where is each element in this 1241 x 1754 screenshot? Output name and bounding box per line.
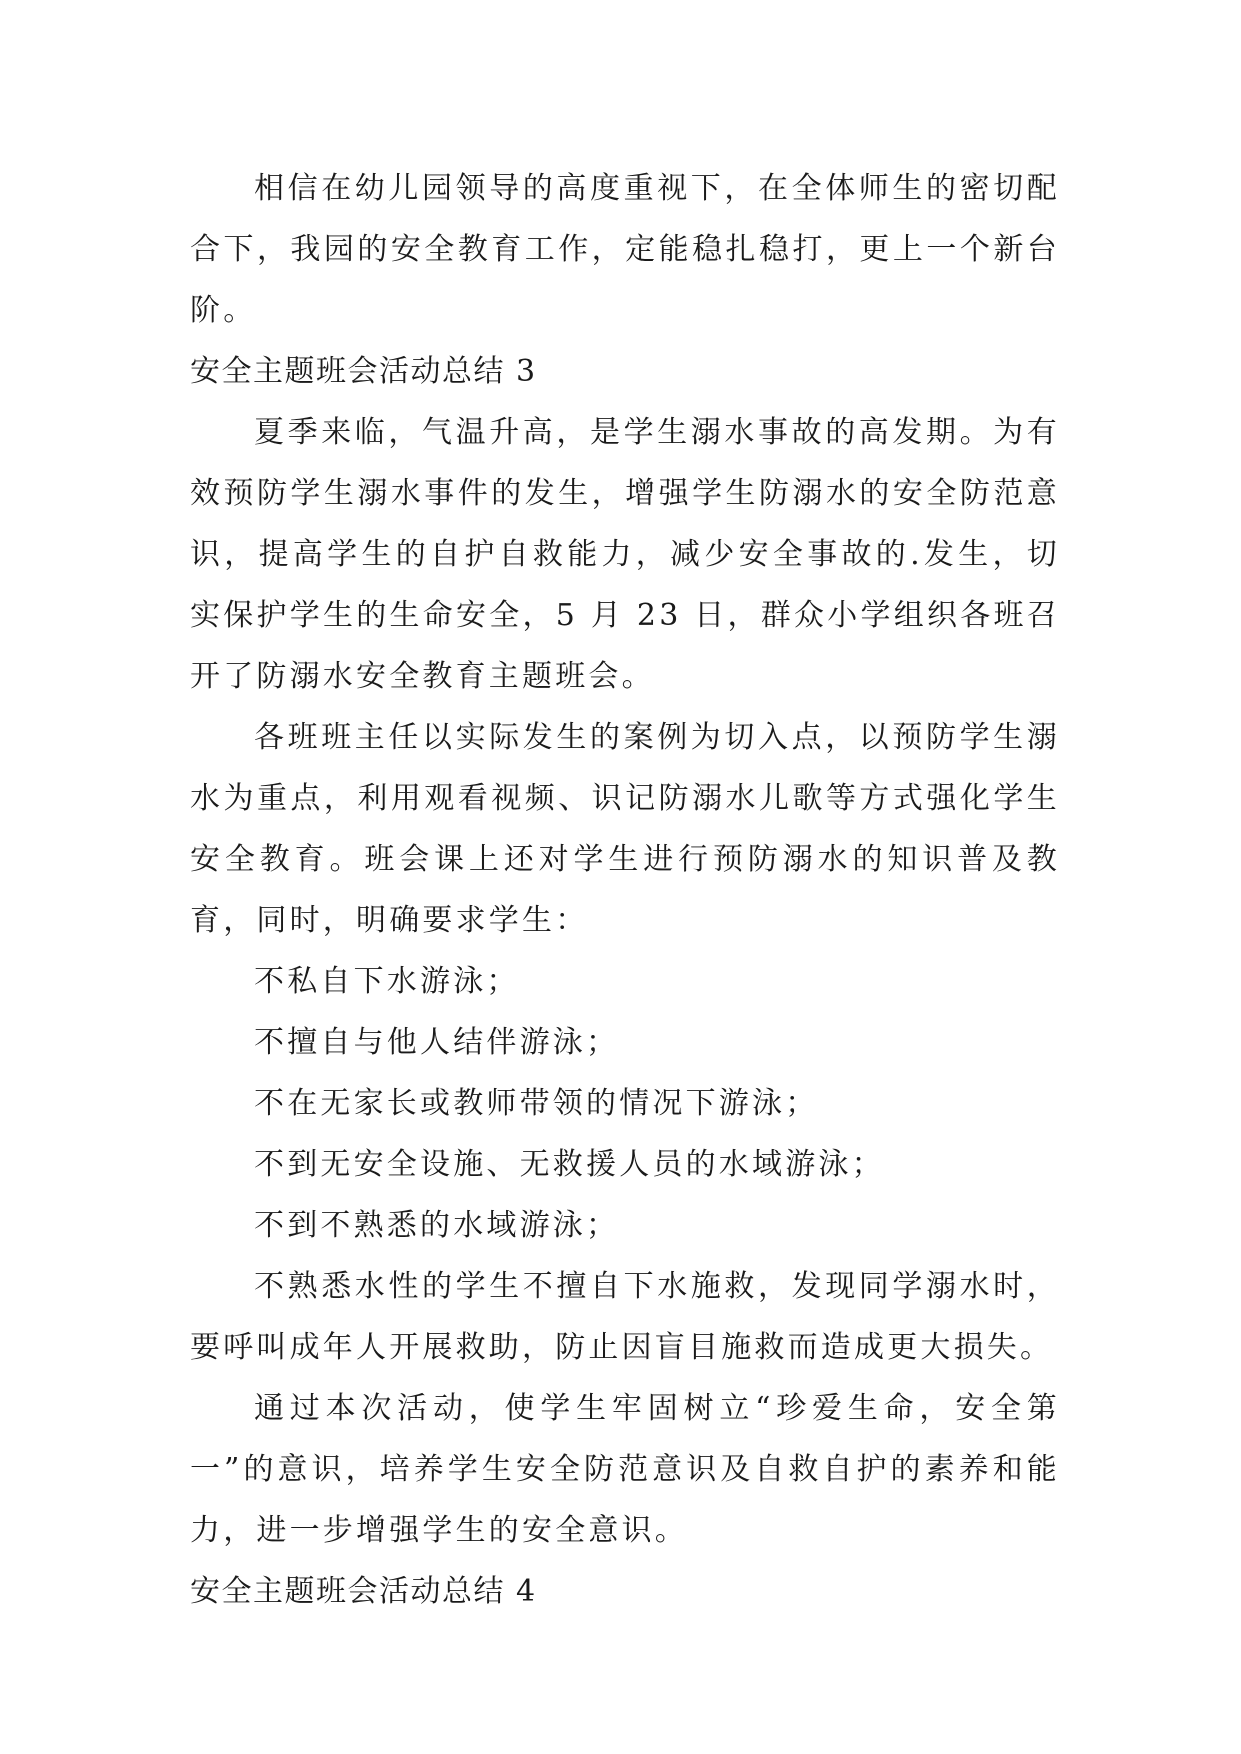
- list-item: 不在无家长或教师带领的情况下游泳；: [254, 1086, 819, 1121]
- paragraph: 不熟悉水性的学生不擅自下水施救，发现同学溺水时，要呼叫成年人开展救助，防止因盲目施救而造成更大损失。: [190, 1269, 1060, 1365]
- list-item: 不到无安全设施、无救援人员的水域游泳；: [254, 1147, 885, 1182]
- paragraph: 各班班主任以实际发生的案例为切入点，以预防学生溺水为重点，利用观看视频、识记防溺水儿歌等方式强化学生安全教育。班会课上还对学生进行预防溺水的知识普及教育，同时，明确要求学生：: [190, 720, 1060, 938]
- section-heading: 安全主题班会活动总结 4: [190, 1574, 537, 1609]
- section-heading: 安全主题班会活动总结 3: [190, 354, 537, 389]
- paragraph: 夏季来临，气温升高，是学生溺水事故的高发期。为有效预防学生溺水事件的发生，增强学生防溺水的安全防范意识，提高学生的自护自救能力，减少安全事故的.发生，切实保护学生的生命安全，5 月 23 日，群众小学组织各班召开了防溺水安全教育主题班会。: [190, 415, 1060, 694]
- paragraph: 相信在幼儿园领导的高度重视下，在全体师生的密切配合下，我园的安全教育工作，定能稳扎稳打，更上一个新台阶。: [190, 171, 1060, 328]
- list-item: 不私自下水游泳；: [254, 964, 520, 999]
- list-item: 不擅自与他人结伴游泳；: [254, 1025, 620, 1060]
- document-body: [190, 158, 1060, 1622]
- list-item: 不到不熟悉的水域游泳；: [254, 1208, 620, 1243]
- paragraph: 通过本次活动，使学生牢固树立“珍爱生命，安全第一”的意识，培养学生安全防范意识及自救自护的素养和能力，进一步增强学生的安全意识。: [190, 1391, 1060, 1548]
